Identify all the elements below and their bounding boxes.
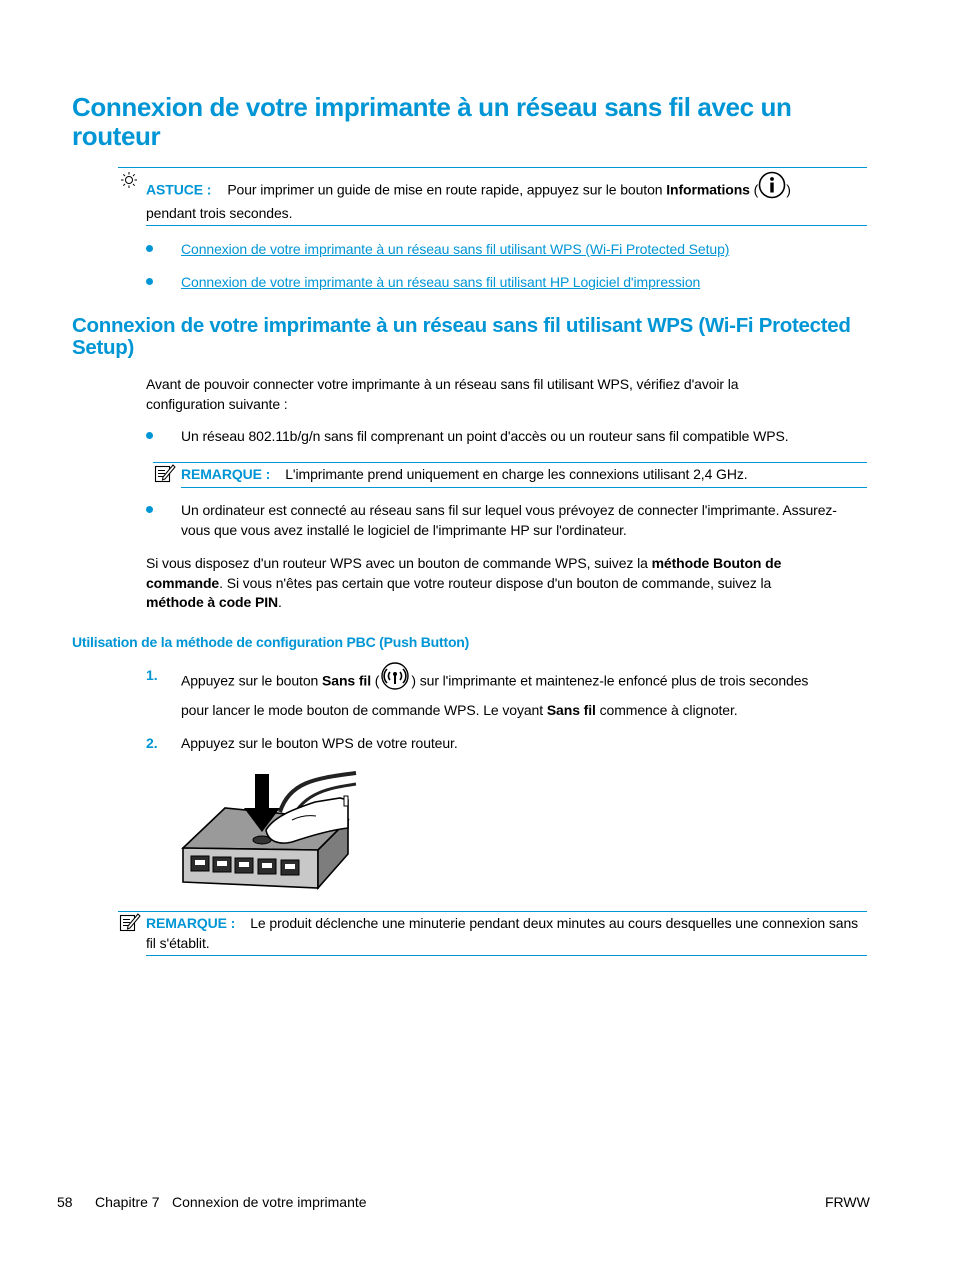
step-text: pour lancer le mode bouton de commande WPS. Le voyant: [181, 702, 547, 718]
tip-paren-open: (: [749, 181, 759, 198]
step-text-line1: [181, 668, 881, 696]
step-bold: Sans fil: [322, 672, 372, 689]
methods-bold: méthode à code PIN: [146, 594, 279, 610]
requirement-item: Un ordinateur est connecté au réseau sans fil sur lequel vous prévoyez de connecter l'imprimante. Assurez-vous que vous avez installé le logiciel de l'imprimante HP sur l'ordinateur.: [181, 502, 837, 538]
tip-text: Pour imprimer un guide de mise en route rapide, appuyez sur le bouton: [227, 181, 667, 198]
note-paragraph: [146, 914, 866, 953]
note-label: REMARQUE :: [146, 915, 236, 931]
page-title: Connexion de votre imprimante à un réseau sans fil avec un routeur: [72, 92, 792, 151]
tip-first-line: [146, 177, 866, 205]
tip-top-rule: [118, 167, 867, 168]
methods-text: Si vous disposez d'un routeur WPS avec un bouton de commande WPS, suivez la: [146, 555, 652, 571]
note-bottom-rule: [146, 955, 867, 956]
tip-label: ASTUCE :: [146, 181, 212, 198]
wireless-icon: [379, 662, 411, 696]
step-text: commence à clignoter.: [595, 702, 738, 718]
footer-locale: FRWW: [825, 1194, 870, 1210]
footer-chapter: Chapitre 7: [95, 1194, 160, 1210]
note-text: Le produit déclenche une minuterie pendant deux minutes au cours desquelles une connexion sans fil s'établit.: [146, 915, 859, 951]
note-top-rule: [153, 462, 867, 463]
tip-bottom-rule: [146, 225, 867, 226]
link-hp-software[interactable]: Connexion de votre imprimante à un réseau sans fil utilisant HP Logiciel d'impression: [181, 274, 701, 290]
lightbulb-icon: [120, 171, 138, 194]
step-text: Appuyez sur le bouton WPS de votre routeur.: [181, 735, 458, 751]
note-icon: [119, 912, 141, 937]
subsection-heading: Utilisation de la méthode de configuration PBC (Push Button): [72, 634, 470, 650]
requirement-item: Un réseau 802.11b/g/n sans fil comprenant un point d'accès ou un routeur sans fil compatible WPS.: [181, 428, 789, 444]
tip-bold: Informations: [666, 181, 750, 198]
tip-paren-close: ): [786, 181, 791, 198]
step-text-line2: [181, 701, 881, 721]
note-text: L'imprimante prend uniquement en charge les connexions utilisant 2,4 GHz.: [285, 466, 748, 482]
step-text: sur l'imprimante et maintenez-le enfoncé plus de trois secondes: [415, 672, 809, 689]
bullet-dot: [146, 278, 153, 285]
methods-text: . Si vous n'êtes pas certain que votre routeur dispose d'un bouton de commande, suivez la: [219, 574, 772, 591]
page-number: 58: [57, 1194, 73, 1210]
tip-second-line: pendant trois secondes.: [146, 205, 293, 221]
step-paren-open: (: [371, 672, 380, 689]
step-number: 1.: [146, 667, 158, 683]
bullet-dot: [146, 432, 153, 439]
step-text: Appuyez sur le bouton: [181, 672, 323, 689]
step-paren-close: ): [411, 672, 416, 689]
methods-bold: méthode Bouton de commande: [146, 555, 782, 591]
note-bottom-rule: [181, 487, 867, 488]
intro-paragraph: Avant de pouvoir connecter votre imprimante à un réseau sans fil utilisant WPS, vérifiez d'avoir la configuration suivante :: [146, 376, 739, 412]
methods-text: .: [278, 594, 282, 610]
note-line: [181, 465, 871, 485]
step-number: 2.: [146, 735, 158, 751]
link-wps-setup[interactable]: Connexion de votre imprimante à un réseau sans fil utilisant WPS (Wi-Fi Protected Setup): [181, 241, 730, 257]
bullet-dot: [146, 245, 153, 252]
bullet-dot: [146, 506, 153, 513]
router-illustration: [180, 770, 358, 897]
section-heading: Connexion de votre imprimante à un réseau sans fil utilisant WPS (Wi-Fi Protected Setup): [72, 314, 851, 359]
info-icon: [758, 171, 786, 205]
note-top-rule: [118, 911, 867, 912]
footer-chapter-title: Connexion de votre imprimante: [172, 1194, 367, 1210]
note-icon: [154, 463, 176, 488]
methods-paragraph: [146, 554, 826, 613]
note-label: REMARQUE :: [181, 466, 271, 482]
step-bold: Sans fil: [546, 702, 596, 718]
